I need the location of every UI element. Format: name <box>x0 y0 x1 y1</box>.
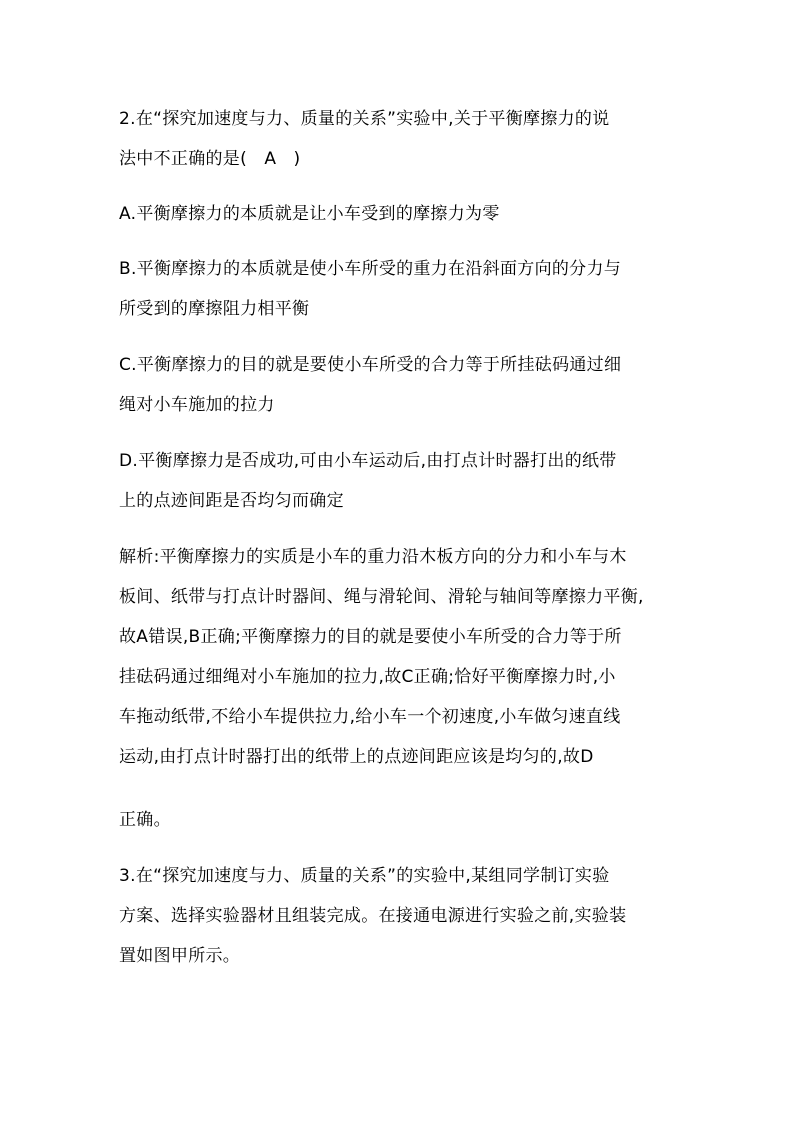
q2-analysis-line-1: 解析:平衡摩擦力的实质是小车的重力沿木板方向的分力和小车与木 <box>119 547 627 567</box>
q2-analysis-line-3: 故A错误,B正确;平衡摩擦力的目的就是要使小车所受的合力等于所 <box>119 627 622 647</box>
q2-option-d-line-2: 上的点迹间距是否均匀而确定 <box>119 491 344 511</box>
q3-stem-line-1: 3.在“探究加速度与力、质量的关系”的实验中,某组同学制订实验 <box>119 866 610 886</box>
q2-analysis-line-2: 板间、纸带与打点计时器间、绳与滑轮间、滑轮与轴间等摩擦力平衡, <box>119 587 644 607</box>
q2-analysis-line-7: 正确。 <box>119 810 171 830</box>
q2-option-c-line-1: C.平衡摩擦力的目的就是要使小车所受的合力等于所挂砝码通过细 <box>119 355 622 375</box>
q2-analysis-line-6: 运动,由打点计时器打出的纸带上的点迹间距应该是均匀的,故D <box>119 747 594 767</box>
q2-option-c-line-2: 绳对小车施加的拉力 <box>119 395 275 415</box>
q2-option-b-line-1: B.平衡摩擦力的本质就是使小车所受的重力在沿斜面方向的分力与 <box>119 259 622 279</box>
q2-analysis-line-4: 挂砝码通过细绳对小车施加的拉力,故C正确;恰好平衡摩擦力时,小 <box>119 667 616 687</box>
q2-analysis-line-5: 车拖动纸带,不给小车提供拉力,给小车一个初速度,小车做匀速直线 <box>119 707 621 727</box>
q3-stem-line-3: 置如图甲所示。 <box>119 946 241 966</box>
q2-option-b-line-2: 所受到的摩擦阻力相平衡 <box>119 299 310 319</box>
q2-option-a: A.平衡摩擦力的本质就是让小车受到的摩擦力为零 <box>119 204 500 224</box>
q2-option-d-line-1: D.平衡摩擦力是否成功,可由小车运动后,由打点计时器打出的纸带 <box>119 451 617 471</box>
q3-stem-line-2: 方案、选择实验器材且组装完成。在接通电源进行实验之前,实验装 <box>119 906 627 926</box>
q2-stem-line-1: 2.在“探究加速度与力、质量的关系”实验中,关于平衡摩擦力的说 <box>119 109 610 129</box>
q2-stem-line-2: 法中不正确的是( A ) <box>119 149 301 169</box>
